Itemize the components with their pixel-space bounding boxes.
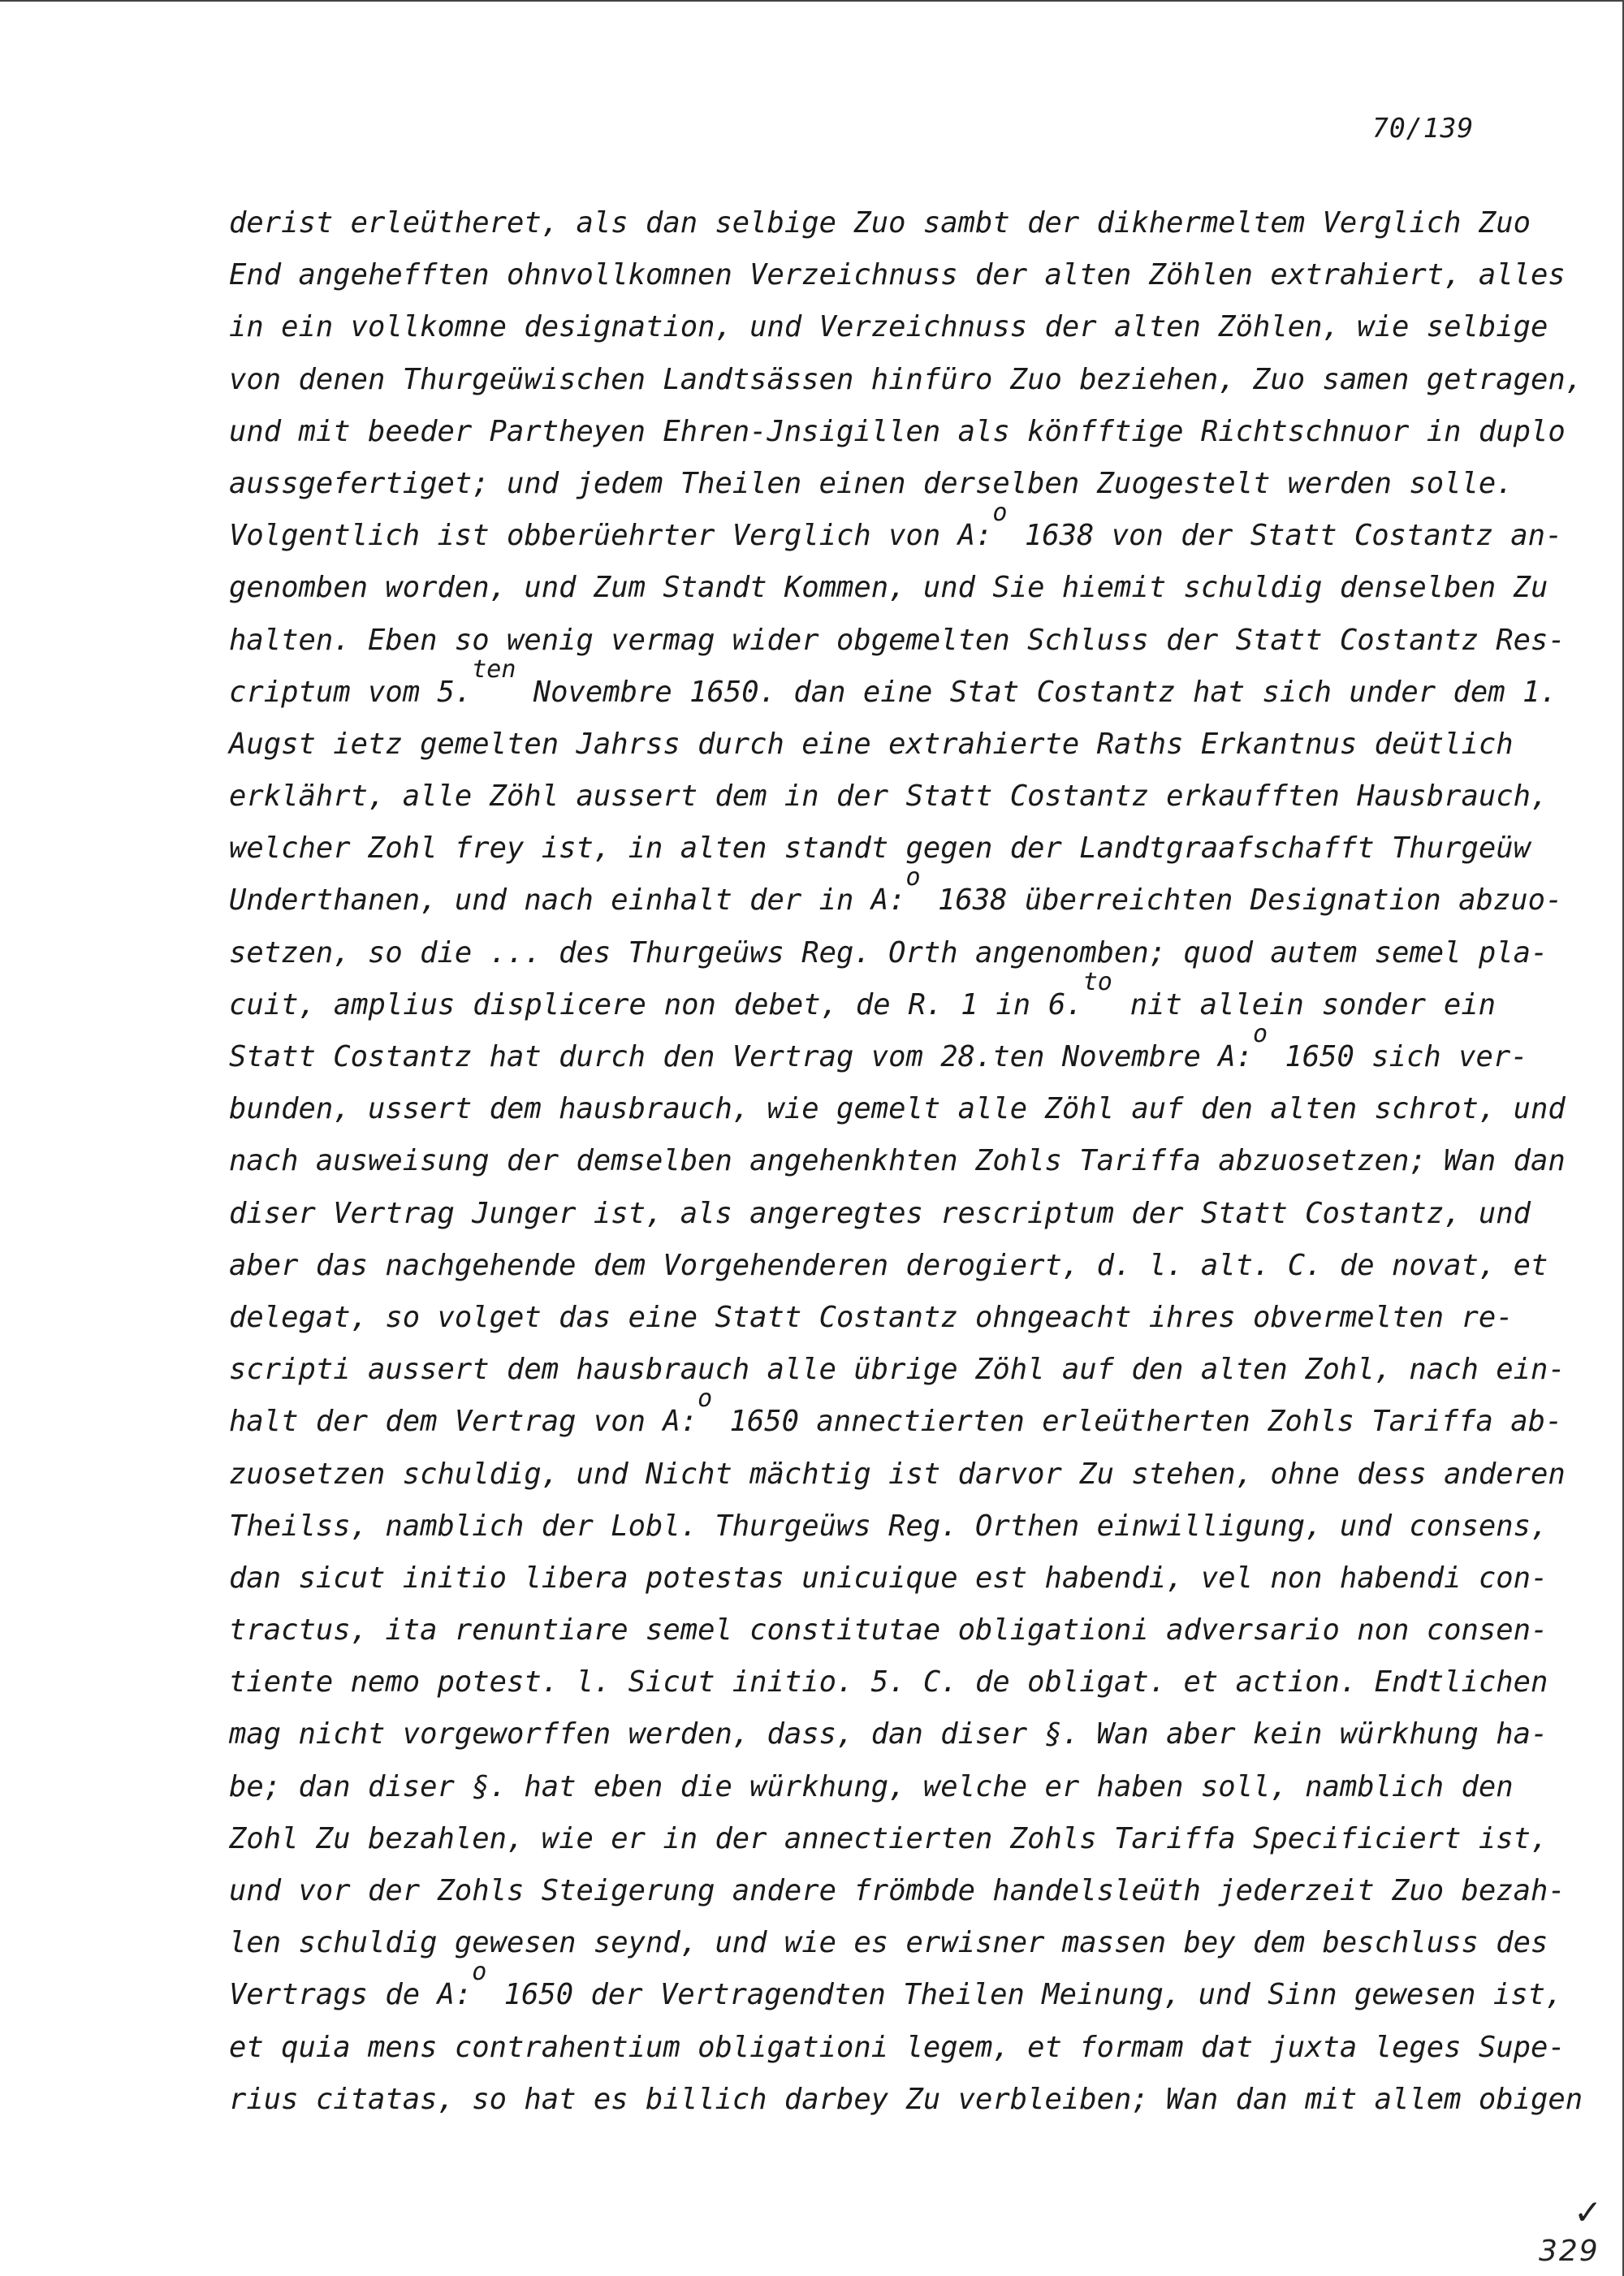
text-line xyxy=(229,1292,1514,1344)
text-segment: scripti aussert dem hausbrauch alle übrige Zöhl auf den alten Zohl, nach ein- xyxy=(229,1353,1566,1387)
text-segment: len schuldig gewesen seynd, und wie es erwisner massen bey dem beschluss des xyxy=(229,1926,1548,1960)
text-segment: 1638 überreichten Designation abzuo- xyxy=(920,883,1563,918)
text-segment: Statt Costantz hat durch den Vertrag vom 28.ten Novembre A: xyxy=(229,1040,1253,1073)
text-segment: genomben worden, und Zum Standt Kommen, und Sie hiemit schuldig denselben Zu xyxy=(229,571,1548,605)
text-line xyxy=(229,615,1566,667)
text-segment: Underthanen, und nach einhalt der in A: xyxy=(229,883,906,918)
text-segment: mag nicht vorgeworffen werden, dass, dan diser §. Wan aber kein würkhung ha- xyxy=(229,1717,1548,1751)
superscript: to xyxy=(1082,967,1112,996)
text-segment: und vor der Zohls Steigerung andere frömbde handelsleüth jederzeit Zuo bezah- xyxy=(229,1874,1566,1907)
text-line xyxy=(229,354,1583,406)
text-line xyxy=(229,771,1548,823)
text-line xyxy=(229,1384,1563,1448)
text-line xyxy=(229,1813,1548,1865)
text-line xyxy=(229,823,1531,875)
superscript: o xyxy=(472,1958,487,1987)
text-line xyxy=(229,249,1566,301)
text-segment: halt der dem Vertrag von A: xyxy=(229,1405,698,1439)
text-line xyxy=(229,1344,1566,1396)
text-line xyxy=(229,1604,1548,1656)
text-segment: 1650 sich ver- xyxy=(1268,1040,1528,1073)
text-segment: welcher Zohl frey ist, in alten standt gegen der Landtgraafschafft Thurgeüw xyxy=(229,831,1531,866)
text-segment: und mit beeder Partheyen Ehren-Jnsigillen als könfftige Richtschnuor in duplo xyxy=(229,414,1566,448)
text-line xyxy=(229,499,1563,562)
text-segment: nit allein sonder ein xyxy=(1112,987,1496,1021)
superscript: o xyxy=(905,863,921,892)
text-segment: zuosetzen schuldig, und Nicht mächtig ist darvor Zu stehen, ohne dess anderen xyxy=(229,1457,1566,1491)
superscript: ten xyxy=(472,654,516,684)
text-segment: Theilss, namblich der Lobl. Thurgeüws Reg. Orthen einwilligung, und consens, xyxy=(229,1509,1548,1543)
text-segment: tiente nemo potest. l. Sicut initio. 5. C. de obligat. et action. Endtlichen xyxy=(229,1665,1548,1699)
text-line xyxy=(229,1761,1514,1813)
text-segment: nach ausweisung der demselben angehenkhten Zohls Tariffa abzuosetzen; Wan dan xyxy=(229,1144,1566,1178)
text-segment: Vertrags de A: xyxy=(229,1978,473,2012)
text-segment: Zohl Zu bezahlen, wie er in der annectierten Zohls Tariffa Specificiert ist, xyxy=(229,1821,1548,1855)
superscript: o xyxy=(698,1384,713,1414)
text-segment: 1650 der Vertragendten Theilen Meinung, und Sinn gewesen ist, xyxy=(486,1978,1563,2012)
text-segment: et quia mens contrahentium obligationi legem, et formam dat juxta leges Supe- xyxy=(229,2030,1566,2064)
text-line xyxy=(229,863,1563,926)
text-segment: rius citatas, so hat es billich darbey Zu verbleiben; Wan dan mit allem obigen xyxy=(229,2082,1583,2116)
text-segment: Augst ietz gemelten Jahrss durch eine extrahierte Raths Erkantnus deütlich xyxy=(229,727,1514,761)
text-segment: dan sicut initio libera potestas unicuique est habendi, vel non habendi con- xyxy=(229,1561,1548,1595)
text-line xyxy=(229,1135,1566,1187)
text-segment: setzen, so die ... des Thurgeüws Reg. Orth angenomben; quod autem semel pla- xyxy=(229,935,1548,970)
text-line xyxy=(229,562,1548,614)
text-line xyxy=(229,2022,1566,2074)
text-line xyxy=(229,1240,1548,1292)
text-line xyxy=(229,301,1548,353)
text-segment: derist erleütheret, als dan selbige Zuo sambt der dikhermeltem Verglich Zuo xyxy=(229,206,1531,240)
check-mark: ✓ xyxy=(1574,2192,1603,2232)
superscript: o xyxy=(992,499,1008,528)
handwritten-folio-number: 329 xyxy=(1539,2235,1600,2268)
text-line xyxy=(229,1958,1563,2021)
superscript: o xyxy=(1253,1020,1268,1048)
text-line xyxy=(229,1708,1548,1760)
text-segment: in ein vollkomne designation, und Verzeichnuss der alten Zöhlen, wie selbige xyxy=(229,310,1548,344)
document-body xyxy=(229,197,1583,2126)
text-line xyxy=(229,1865,1566,1917)
text-segment: diser Vertrag Junger ist, als angeregtes rescriptum der Statt Costantz, und xyxy=(229,1196,1531,1230)
page-number: 70/139 xyxy=(1372,112,1475,144)
text-line xyxy=(229,197,1531,249)
text-line xyxy=(229,1083,1566,1135)
text-line xyxy=(229,1501,1548,1553)
text-segment: 1650 annectierten erleütherten Zohls Tariffa ab- xyxy=(712,1405,1563,1439)
text-segment: criptum vom 5. xyxy=(229,675,473,709)
text-line xyxy=(229,654,1557,719)
text-line xyxy=(229,1553,1548,1604)
text-line xyxy=(229,967,1496,1031)
text-line xyxy=(229,927,1548,979)
text-segment: erklährt, alle Zöhl aussert dem in der Statt Costantz erkaufften Hausbrauch, xyxy=(229,780,1548,814)
text-segment: aussgefertiget; und jedem Theilen einen derselben Zuogestelt werden solle. xyxy=(229,466,1514,500)
text-segment: tractus, ita renuntiare semel constitutae obligationi adversario non consen- xyxy=(229,1613,1548,1648)
text-line xyxy=(229,1656,1548,1708)
text-line xyxy=(229,1449,1566,1501)
text-segment: von denen Thurgeüwischen Landtsässen hinfüro Zuo beziehen, Zuo samen getragen, xyxy=(229,362,1583,396)
text-line xyxy=(229,1020,1528,1083)
text-line xyxy=(229,406,1566,458)
text-segment: 1638 von der Statt Costantz an- xyxy=(1007,519,1563,553)
text-line xyxy=(229,1188,1531,1240)
text-segment: Novembre 1650. dan eine Stat Costantz hat sich under dem 1. xyxy=(516,675,1557,709)
text-line xyxy=(229,2074,1583,2126)
text-segment: End angehefften ohnvollkomnen Verzeichnuss der alten Zöhlen extrahiert, alles xyxy=(229,258,1566,292)
text-line xyxy=(229,1917,1548,1969)
text-segment: aber das nachgehende dem Vorgehenderen derogiert, d. l. alt. C. de novat, et xyxy=(229,1248,1548,1282)
text-segment: cuit, amplius displicere non debet, de R. 1 in 6. xyxy=(229,987,1083,1021)
text-segment: bunden, ussert dem hausbrauch, wie gemelt alle Zöhl auf den alten schrot, und xyxy=(229,1092,1566,1126)
text-line xyxy=(229,458,1514,510)
text-segment: be; dan diser §. hat eben die würkhung, welche er haben soll, namblich den xyxy=(229,1769,1514,1803)
text-line xyxy=(229,719,1514,771)
text-segment: delegat, so volget das eine Statt Costantz ohngeacht ihres obvermelten re- xyxy=(229,1300,1514,1334)
text-segment: halten. Eben so wenig vermag wider obgemelten Schluss der Statt Costantz Res- xyxy=(229,623,1566,657)
text-segment: Volgentlich ist obberüehrter Verglich von A: xyxy=(229,519,993,553)
